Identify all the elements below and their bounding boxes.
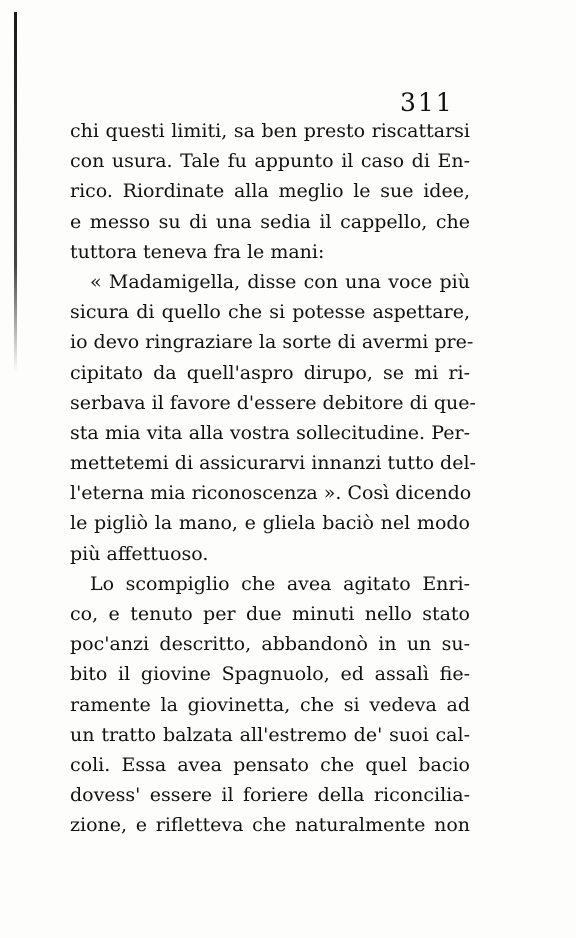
text-line: un tratto balzata all'estremo de' suoi cal- [70, 723, 470, 746]
text-line: chi questi limiti, sa ben presto riscattarsi [70, 120, 470, 142]
text-line: l'eterna mia riconoscenza ». Così dicendo [70, 482, 472, 505]
text-line: con usura. Tale fu appunto il caso di En- [70, 150, 470, 173]
text-line: sta mia vita alla vostra sollecitudine. Per- [70, 421, 470, 444]
text-line: tuttora teneva fra le mani: [70, 240, 325, 263]
text-line: serbava il favore d'essere debitore di que- [70, 391, 476, 414]
text-line: rico. Riordinate alla meglio le sue idee, [70, 180, 470, 203]
text-line: più affettuoso. [70, 542, 209, 565]
text-line: mettetemi di assicurarvi innanzi tutto del- [70, 452, 476, 475]
text-line: e messo su di una sedia il cappello, che [70, 210, 470, 233]
text-line: zione, e rifletteva che naturalmente non [70, 814, 470, 837]
text-line: poc'anzi descritto, abbandonò in un su- [70, 633, 470, 656]
text-line: « Madamigella, disse con una voce più [90, 270, 470, 293]
text-line: dovess' essere il foriere della riconcilia- [70, 784, 470, 807]
text-line: bito il giovine Spagnuolo, ed assalì fie- [70, 663, 470, 686]
page-number: 311 [400, 88, 454, 117]
text-line: co, e tenuto per due minuti nello stato [70, 603, 470, 625]
text-line: coli. Essa avea pensato che quel bacio [70, 753, 470, 776]
text-line: le pigliò la mano, e gliela baciò nel modo [70, 512, 470, 535]
text-line: io devo ringraziare la sorte di avermi pre- [70, 331, 474, 354]
text-line: cipitato da quell'aspro dirupo, se mi ri- [70, 361, 470, 384]
text-line: sicura di quello che si potesse aspettare, [70, 301, 470, 324]
text-line: Lo scompiglio che avea agitato Enri- [90, 572, 470, 595]
page-binding-edge [14, 12, 17, 372]
text-line: ramente la giovinetta, che si vedeva ad [70, 693, 470, 716]
body-text [70, 116, 476, 841]
